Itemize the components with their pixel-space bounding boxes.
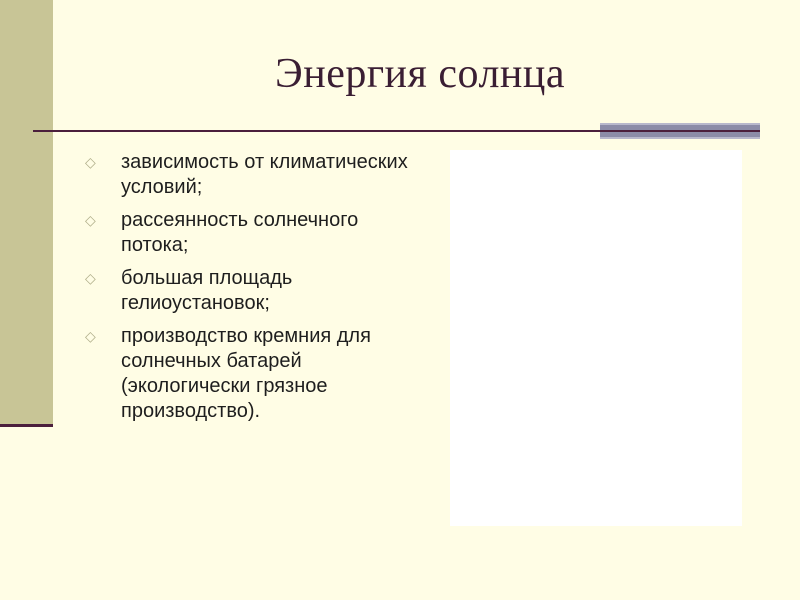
- bullet-item: [85, 266, 430, 316]
- diamond-outline-icon: ◇: [85, 154, 96, 170]
- bullet-text: зависимость от климатических условий;: [121, 151, 408, 198]
- bullet-item: [85, 208, 430, 258]
- slide-title: Энергия солнца: [274, 51, 565, 97]
- diamond-outline-icon: ◇: [85, 270, 96, 286]
- bullet-text: производство кремния для солнечных батарей (экологически грязное производство).: [121, 325, 371, 422]
- bullet-text: большая площадь гелиоустановок;: [121, 267, 293, 314]
- bullet-text: рассеянность солнечного потока;: [121, 209, 359, 256]
- bullet-list: [85, 150, 430, 432]
- diamond-outline-icon: ◇: [85, 212, 96, 228]
- left-bar-underline: [0, 424, 53, 427]
- diamond-outline-icon: ◇: [85, 328, 96, 344]
- bullet-item: [85, 324, 430, 424]
- title-rule-accent-line: [600, 130, 760, 132]
- image-placeholder: [450, 150, 742, 526]
- bullet-item: [85, 150, 430, 200]
